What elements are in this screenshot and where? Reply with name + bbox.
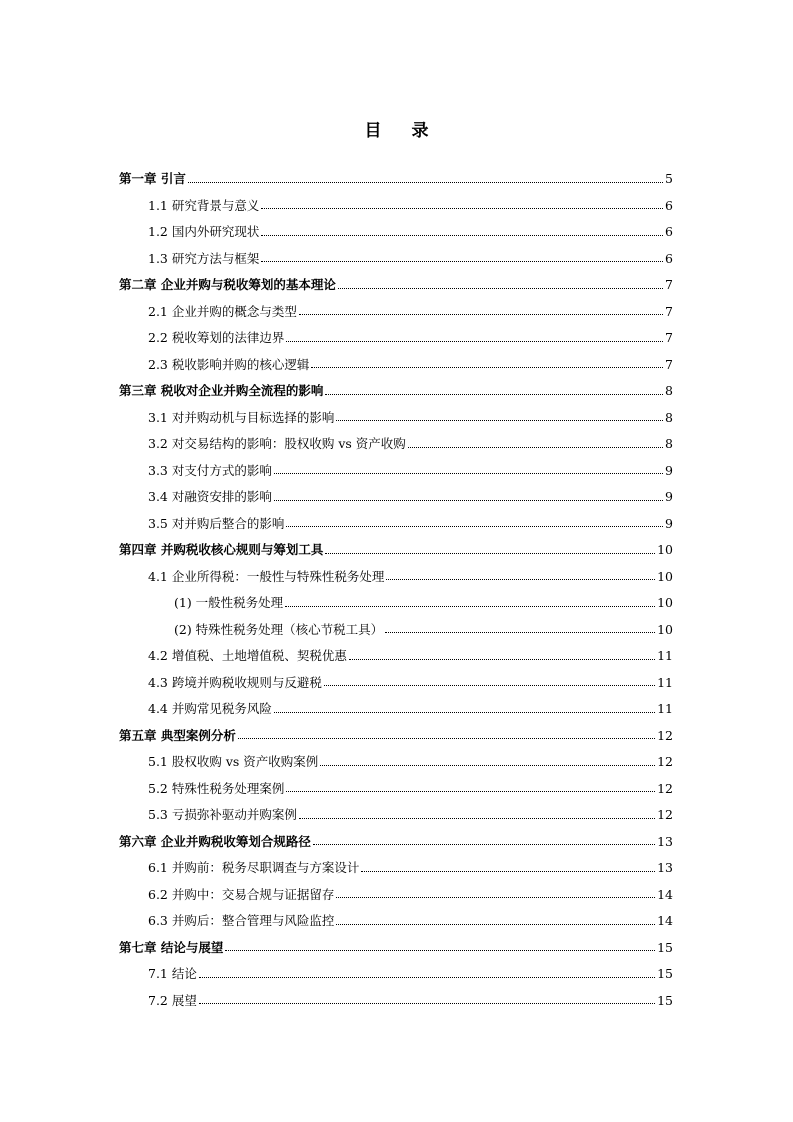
toc-entry-label: 3.4 对融资安排的影响 xyxy=(148,489,272,504)
toc-entry-label: 第三章 税收对企业并购全流程的影响 xyxy=(119,383,324,398)
toc-entry-label: 5.3 亏损弥补驱动并购案例 xyxy=(148,807,297,822)
dot-leader xyxy=(324,685,655,686)
dot-leader xyxy=(274,712,655,713)
dot-leader xyxy=(188,182,663,183)
toc-entry-label: 1.3 研究方法与框架 xyxy=(148,250,260,266)
page-title: 目录 xyxy=(364,121,459,141)
toc-section-entry[interactable] xyxy=(119,958,673,985)
toc-entry-label: 1.1 研究背景与意义 xyxy=(148,197,260,213)
dot-leader xyxy=(336,420,663,421)
toc-page-number: 8 xyxy=(665,436,673,451)
dot-leader xyxy=(299,314,663,315)
toc-section-entry[interactable] xyxy=(119,773,673,800)
toc-page-number: 10 xyxy=(657,595,673,610)
toc-page-number: 10 xyxy=(657,621,673,637)
dot-leader xyxy=(286,791,655,792)
dot-leader xyxy=(311,367,663,368)
toc-entry-label: 第四章 并购税收核心规则与筹划工具 xyxy=(119,542,324,557)
toc-page-number: 12 xyxy=(657,727,673,743)
toc-entry-label: 6.2 并购中：交易合规与证据留存 xyxy=(148,886,335,902)
dot-leader xyxy=(199,1003,655,1004)
toc-section-entry[interactable] xyxy=(119,799,673,826)
toc-entry-label: 7.1 结论 xyxy=(148,966,197,981)
toc-entry-label: 第六章 企业并购税收筹划合规路径 xyxy=(119,833,311,849)
toc-page-number: 11 xyxy=(657,674,673,690)
toc-chapter-entry[interactable] xyxy=(119,534,673,561)
toc-page-number: 7 xyxy=(665,277,673,292)
toc-entry-label: 5.2 特殊性税务处理案例 xyxy=(148,780,285,796)
toc-page-number: 13 xyxy=(657,833,673,849)
dot-leader xyxy=(320,765,655,766)
toc-page-number: 13 xyxy=(657,860,673,875)
toc-section-entry[interactable] xyxy=(119,322,673,349)
dot-leader xyxy=(361,871,655,872)
toc-page-number: 15 xyxy=(657,992,673,1008)
toc-entry-label: 2.2 税收筹划的法律边界 xyxy=(148,330,285,345)
toc-section-entry[interactable] xyxy=(119,852,673,879)
toc-page-number: 10 xyxy=(657,568,673,584)
toc-chapter-entry[interactable] xyxy=(119,932,673,959)
toc-page-number: 8 xyxy=(665,383,673,398)
toc-chapter-entry[interactable] xyxy=(119,720,673,747)
dot-leader xyxy=(274,500,663,501)
toc-page-number: 15 xyxy=(657,939,673,955)
toc-entry-label: 第七章 结论与展望 xyxy=(119,939,224,955)
toc-entry-label: 4.4 并购常见税务风险 xyxy=(148,701,272,716)
toc-page-number: 7 xyxy=(665,356,673,372)
dot-leader xyxy=(299,818,655,819)
toc-entry-label: 5.1 股权收购 vs 资产收购案例 xyxy=(148,754,319,769)
dot-leader xyxy=(325,553,655,554)
toc-page-number: 6 xyxy=(665,250,673,266)
toc-chapter-entry[interactable] xyxy=(119,826,673,853)
toc-entry-label: 3.1 对并购动机与目标选择的影响 xyxy=(148,409,335,425)
toc-page-number: 9 xyxy=(665,489,673,504)
toc-page-number: 9 xyxy=(665,462,673,478)
toc-entry-label: 6.3 并购后：整合管理与风险监控 xyxy=(148,913,335,928)
toc-section-entry[interactable] xyxy=(119,481,673,508)
dot-leader xyxy=(338,288,663,289)
toc-section-entry[interactable] xyxy=(119,985,673,1012)
dot-leader xyxy=(225,950,655,951)
toc-page-number: 6 xyxy=(665,224,673,239)
toc-entry-label: (2) 特殊性税务处理（核心节税工具） xyxy=(174,621,384,637)
toc-section-entry[interactable] xyxy=(119,296,673,323)
toc-page-number: 10 xyxy=(657,542,673,557)
toc-page-number: 9 xyxy=(665,515,673,531)
dot-leader xyxy=(336,897,655,898)
dot-leader xyxy=(286,526,663,527)
dot-leader xyxy=(336,924,655,925)
toc-section-entry[interactable] xyxy=(119,508,673,535)
dot-leader xyxy=(313,844,655,845)
toc-section-entry[interactable] xyxy=(119,693,673,720)
toc-page-number: 12 xyxy=(657,754,673,769)
toc-entry-label: 第五章 典型案例分析 xyxy=(119,727,236,743)
dot-leader xyxy=(349,659,655,660)
toc-subsection-entry[interactable] xyxy=(119,587,673,614)
dot-leader xyxy=(285,606,655,607)
dot-leader xyxy=(261,208,663,209)
toc-page-number: 11 xyxy=(657,701,673,716)
toc-entry-label: (1) 一般性税务处理 xyxy=(174,595,284,610)
toc-entry-label: 2.3 税收影响并购的核心逻辑 xyxy=(148,356,310,372)
toc-page-number: 14 xyxy=(657,886,673,902)
dot-leader xyxy=(325,394,663,395)
toc-section-entry[interactable] xyxy=(119,667,673,694)
toc-entry-label: 6.1 并购前：税务尽职调查与方案设计 xyxy=(148,860,360,875)
toc-page-number: 12 xyxy=(657,807,673,822)
toc-page-number: 7 xyxy=(665,330,673,345)
toc-entry-label: 3.2 对交易结构的影响：股权收购 vs 资产收购 xyxy=(148,436,406,451)
toc-page-number: 7 xyxy=(665,303,673,319)
toc-section-entry[interactable] xyxy=(119,216,673,243)
toc-page-number: 15 xyxy=(657,966,673,981)
toc-entry-label: 4.1 企业所得税：一般性与特殊性税务处理 xyxy=(148,568,385,584)
dot-leader xyxy=(386,579,655,580)
dot-leader xyxy=(286,341,663,342)
toc-entry-label: 1.2 国内外研究现状 xyxy=(148,224,260,239)
toc-section-entry[interactable] xyxy=(119,455,673,482)
toc-chapter-entry[interactable] xyxy=(119,375,673,402)
toc-entry-label: 3.5 对并购后整合的影响 xyxy=(148,515,285,531)
toc-page-number: 6 xyxy=(665,197,673,213)
toc-section-entry[interactable] xyxy=(119,243,673,270)
dot-leader xyxy=(408,447,663,448)
toc-section-entry[interactable] xyxy=(119,402,673,429)
toc-section-entry[interactable] xyxy=(119,190,673,217)
toc-section-entry[interactable] xyxy=(119,879,673,906)
table-of-contents xyxy=(119,163,673,1011)
toc-section-entry[interactable] xyxy=(119,905,673,932)
dot-leader xyxy=(261,261,663,262)
toc-page-number: 5 xyxy=(665,171,673,186)
toc-entry-label: 第一章 引言 xyxy=(119,171,186,186)
toc-entry-label: 4.2 增值税、土地增值税、契税优惠 xyxy=(148,648,347,663)
toc-section-entry[interactable] xyxy=(119,349,673,376)
toc-section-entry[interactable] xyxy=(119,746,673,773)
toc-entry-label: 2.1 企业并购的概念与类型 xyxy=(148,303,297,319)
dot-leader xyxy=(261,235,663,236)
toc-entry-label: 7.2 展望 xyxy=(148,992,197,1008)
toc-page-number: 11 xyxy=(657,648,673,663)
toc-page-number: 14 xyxy=(657,913,673,928)
toc-chapter-entry[interactable] xyxy=(119,163,673,190)
dot-leader xyxy=(274,473,663,474)
toc-section-entry[interactable] xyxy=(119,640,673,667)
toc-chapter-entry[interactable] xyxy=(119,269,673,296)
dot-leader xyxy=(385,632,655,633)
toc-entry-label: 第二章 企业并购与税收筹划的基本理论 xyxy=(119,277,336,292)
toc-page-number: 8 xyxy=(665,409,673,425)
toc-section-entry[interactable] xyxy=(119,428,673,455)
dot-leader xyxy=(199,977,655,978)
toc-subsection-entry[interactable] xyxy=(119,614,673,641)
toc-entry-label: 3.3 对支付方式的影响 xyxy=(148,462,272,478)
toc-entry-label: 4.3 跨境并购税收规则与反避税 xyxy=(148,674,322,690)
dot-leader xyxy=(238,738,655,739)
toc-page-number: 12 xyxy=(657,780,673,796)
toc-section-entry[interactable] xyxy=(119,561,673,588)
